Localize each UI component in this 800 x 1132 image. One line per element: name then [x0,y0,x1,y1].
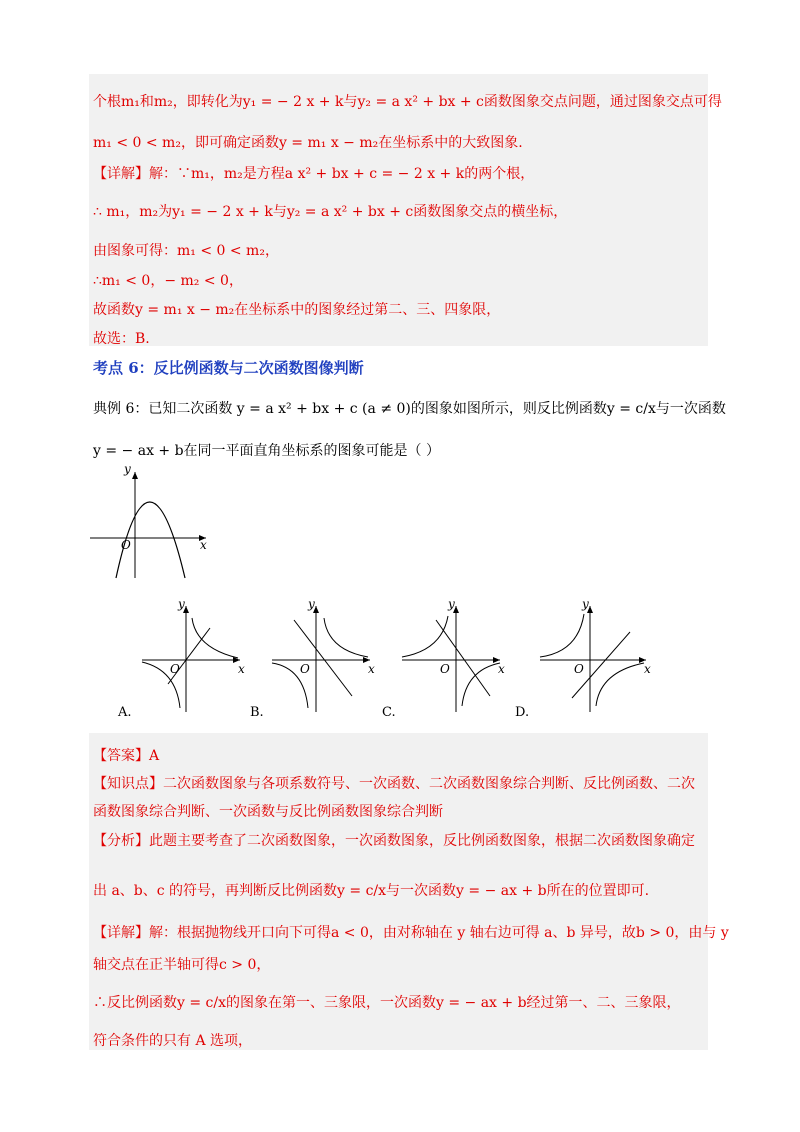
answer-line-7: 轴交点在正半轴可得c > 0， [93,957,271,973]
option-b-label[interactable]: B. [250,705,264,720]
option-c-graph[interactable] [400,597,510,715]
origin-label: O [121,538,131,552]
y-axis-label: y [178,597,185,611]
answer-line-6: 【详解】解：根据抛物线开口向下可得a < 0，由对称轴在 y 轴右边可得 a、b 异号，故b > 0，由与 y [93,925,729,941]
y-axis-label: y [448,597,455,611]
option-b-graph[interactable] [270,597,380,715]
option-d-graph[interactable] [538,597,653,715]
answer-line-4: 【分析】此题主要考查了二次函数图象，一次函数图象，反比例函数图象，根据二次函数图象确定 [93,833,695,849]
y-axis-label: y [308,597,315,611]
option-d-label[interactable]: D. [515,705,530,720]
example-line-1: 典例 6：已知二次函数 y = a x² + bx + c (a ≠ 0)的图象如图所示，则反比例函数y = c/x与一次函数 [93,401,726,417]
option-a-graph[interactable] [140,597,250,715]
solution-line-4: ∴ m₁，m₂为y₁ = − 2 x + k与y₂ = a x² + bx + c函数图象交点的横坐标， [93,204,568,220]
origin-label: O [574,662,584,676]
solution-line-5: 由图象可得：m₁ < 0 < m₂， [93,243,279,259]
example-line-2: y = − ax + b在同一平面直角坐标系的图象可能是（ ） [93,443,441,459]
answer-line-8: ∴反比例函数y = c/x的图象在第一、三象限，一次函数y = − ax + b经过第一、二、三象限， [93,995,681,1011]
origin-label: O [440,662,450,676]
origin-label: O [170,662,180,676]
answer-line-2: 【知识点】二次函数图象与各项系数符号、一次函数、二次函数图象综合判断、反比例函数、二次 [93,776,695,792]
option-a-label[interactable]: A. [118,705,132,720]
solution-line-6: ∴m₁ < 0，− m₂ < 0， [93,273,243,289]
solution-line-8: 故选：B. [93,331,150,347]
solution-line-7: 故函数y = m₁ x − m₂在坐标系中的图象经过第二、三、四象限， [93,302,501,318]
y-axis-label: y [124,462,131,476]
solution-line-2: m₁ < 0 < m₂，即可确定函数y = m₁ x − m₂在坐标系中的大致图象. [93,135,523,151]
origin-label: O [300,662,310,676]
section-title: 考点 6：反比例函数与二次函数图像判断 [93,359,364,377]
x-axis-label: x [368,662,375,676]
parabola-figure [88,462,218,581]
answer-line-3: 函数图象综合判断、一次函数与反比例函数图象综合判断 [93,804,443,820]
solution-line-3: 【详解】解：∵m₁，m₂是方程a x² + bx + c = − 2 x + k的两个根， [93,166,535,182]
answer-line-1: 【答案】A [93,748,160,764]
answer-line-5: 出 a、b、c 的符号，再判断反比例函数y = c/x与一次函数y = − ax + b所在的位置即可. [93,883,650,899]
x-axis-label: x [644,662,651,676]
option-c-label[interactable]: C. [382,705,396,720]
solution-line-1: 个根m₁和m₂，即转化为y₁ = − 2 x + k与y₂ = a x² + bx + c函数图象交点问题，通过图象交点可得 [93,94,722,110]
y-axis-label: y [582,597,589,611]
x-axis-label: x [238,662,245,676]
x-axis-label: x [498,662,505,676]
x-axis-label: x [200,538,207,552]
answer-line-9: 符合条件的只有 A 选项， [93,1033,253,1049]
